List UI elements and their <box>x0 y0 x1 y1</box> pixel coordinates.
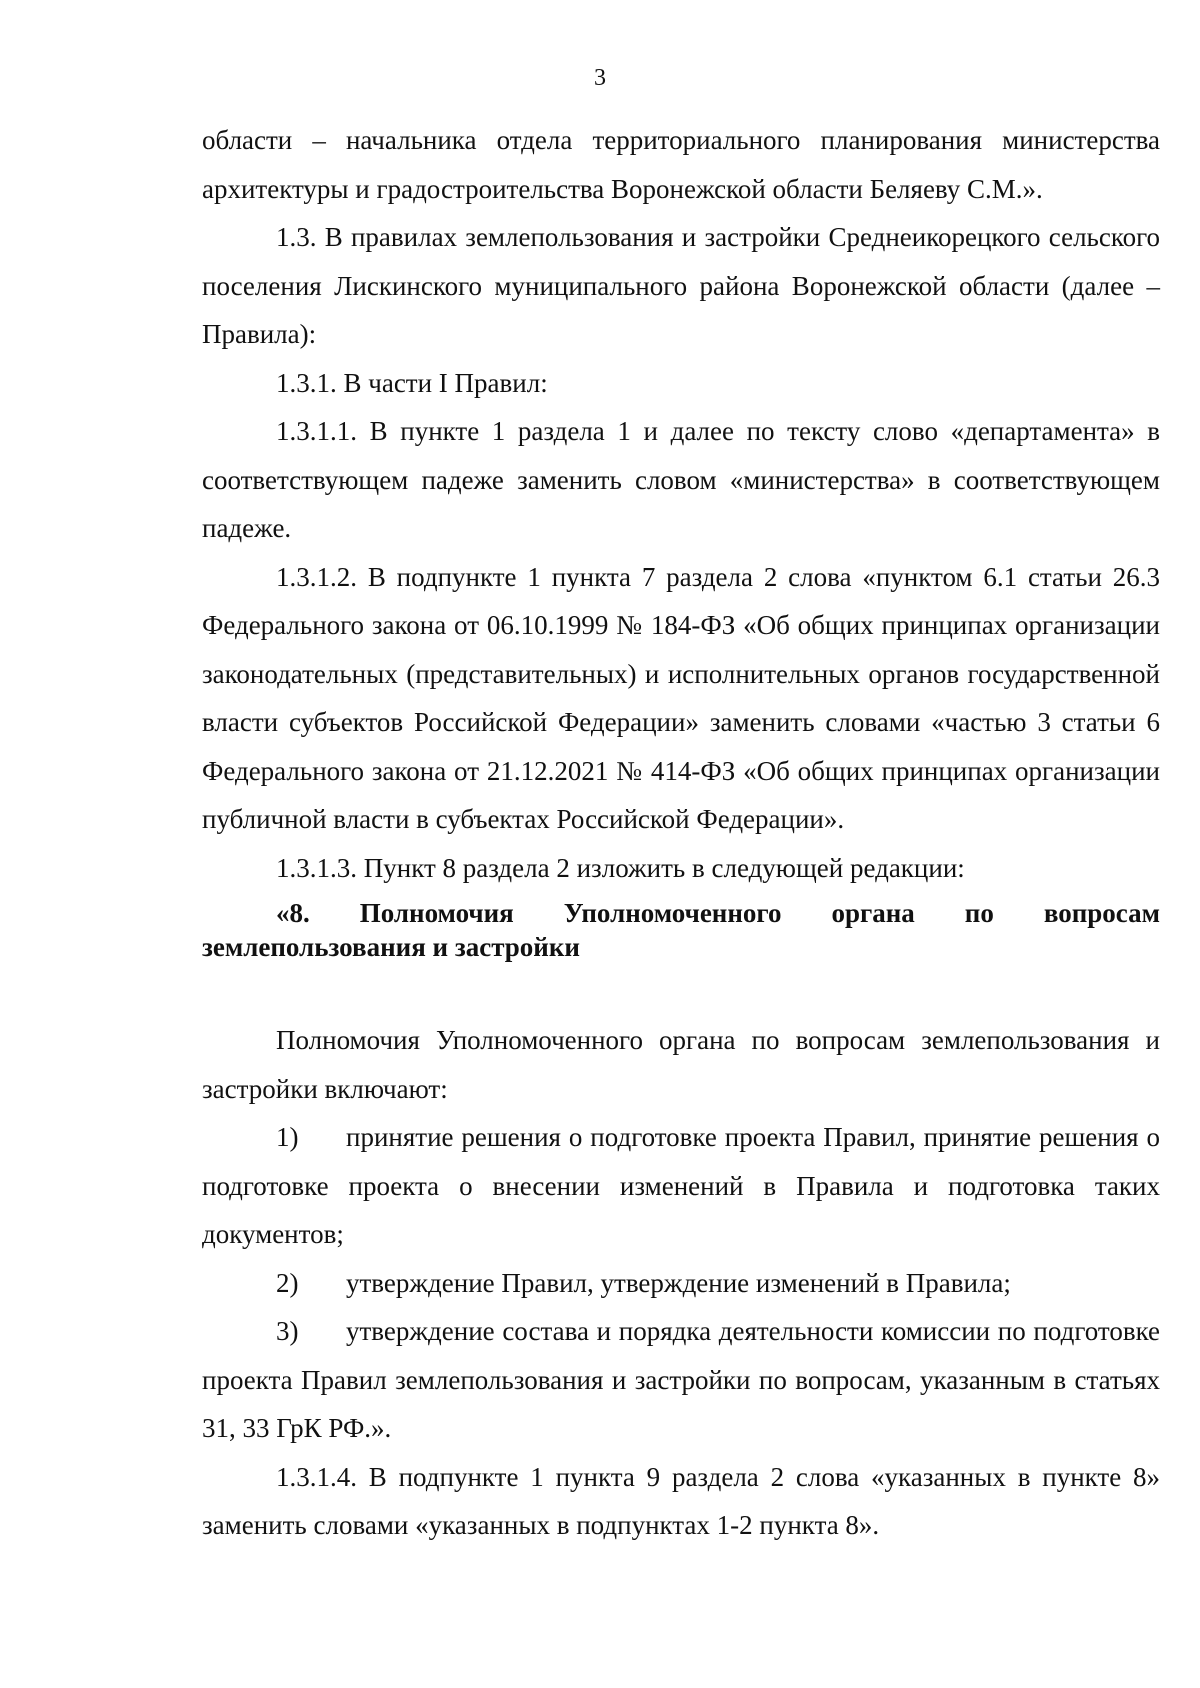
list-item-number: 2) <box>276 1267 299 1298</box>
paragraph-1-3-1-2: 1.3.1.2. В подпункте 1 пункта 7 раздела 2 слова «пунктом 6.1 статьи 26.3 Федерального закона от 06.10.1999 № 184-ФЗ «Об общих принципах организации законодательных (представительных) и исполнительных органов государственной власти субъектов Российской Федерации» заменить словами «частью 3 статьи 6 Федерального закона от 21.12.2021 № 414-ФЗ «Об общих принципах организации публичной власти в субъектах Российской Федерации». <box>202 561 1160 834</box>
list-item-text: принятие решения о подготовке проекта Правил, принятие решения о подготовке проекта о внесении изменений в Правила и подготовка таких документов; <box>202 1122 1160 1249</box>
paragraph-1-3-1-4: 1.3.1.4. В подпункте 1 пункта 9 раздела 2 слова «указанных в пункте 8» заменить словами «указанных в подпунктах 1-2 пункта 8». <box>202 1461 1160 1540</box>
paragraph-1-3-1-1: 1.3.1.1. В пункте 1 раздела 1 и далее по тексту слово «департамента» в соответствующем падеже заменить словом «министерства» в соответствующем падеже. <box>202 416 1160 543</box>
paragraph-continuation: области – начальника отдела территориального планирования министерства архитектуры и градостроительства Воронежской области Беляеву С.М.». <box>202 125 1160 204</box>
document-body <box>202 116 1160 1550</box>
page-number: 3 <box>594 65 606 91</box>
spacer <box>202 964 1160 1016</box>
paragraph-1-3-1-3: 1.3.1.3. Пункт 8 раздела 2 изложить в следующей редакции: <box>276 852 965 883</box>
list-item <box>202 1259 1160 1308</box>
list-item-number: 1) <box>276 1122 299 1152</box>
paragraph-1-3: 1.3. В правилах землепользования и застройки Среднеикорецкого сельского поселения Лискинского муниципального района Воронежской области (далее – Правила): <box>202 222 1160 349</box>
list-item-text: утверждение Правил, утверждение изменений в Правила; <box>346 1267 1011 1298</box>
paragraph-1-3-1: 1.3.1. В части I Правил: <box>276 367 548 398</box>
list-item <box>202 1307 1160 1453</box>
section-heading: «8. Полномочия Уполномоченного органа по вопросам землепользования и застройки <box>202 898 1160 962</box>
list-item <box>202 1113 1160 1259</box>
list-item-number: 3) <box>276 1316 299 1346</box>
paragraph-authority-intro: Полномочия Уполномоченного органа по вопросам землепользования и застройки включают: <box>202 1025 1160 1104</box>
list-item-text: утверждение состава и порядка деятельности комиссии по подготовке проекта Правил землепользования и застройки по вопросам, указанным в статьях 31, 33 ГрК РФ.». <box>202 1316 1160 1443</box>
